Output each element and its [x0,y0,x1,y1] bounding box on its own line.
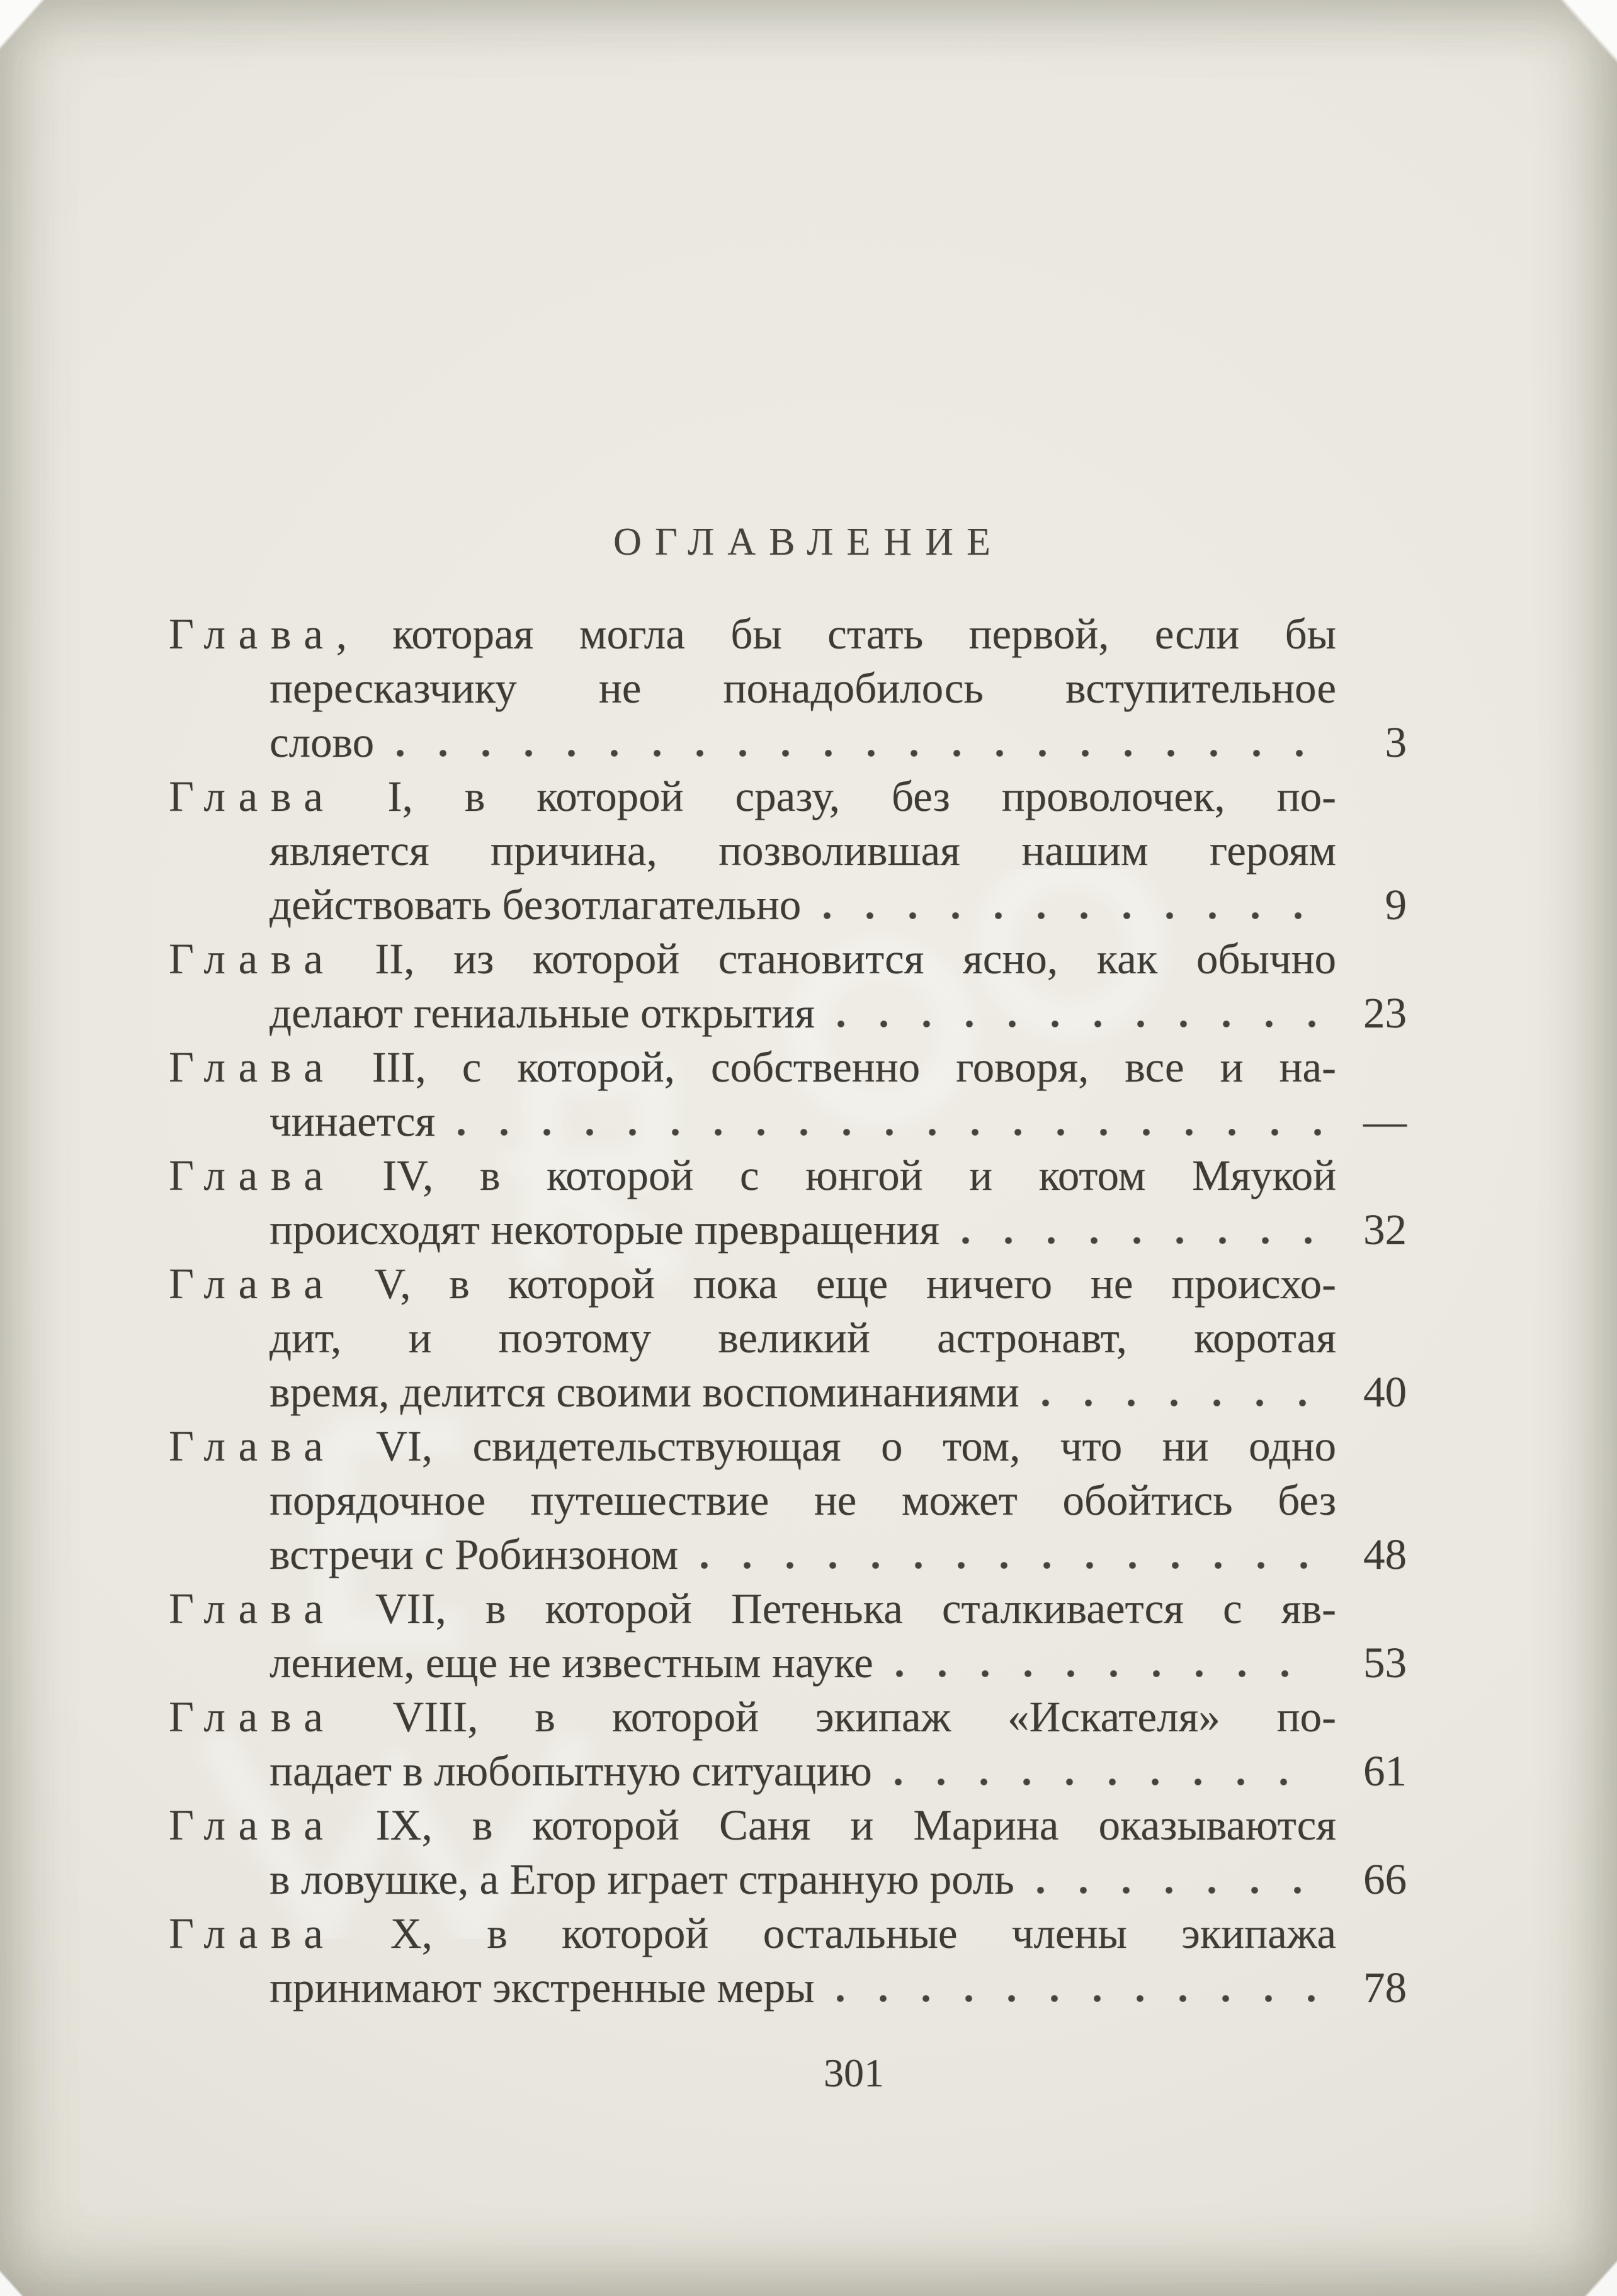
toc-entry [169,1798,1407,1906]
chapter-title-text: II, из которой становится ясно, как обычно [336,935,1336,983]
chapter-label: Глава [169,1585,336,1632]
chapter-title-text: VII, в которой Петенька сталкивается с яв- [336,1585,1336,1632]
toc-entry-tail: действовать безотлагательно [270,881,802,929]
chapter-label: Глава [169,1260,336,1308]
toc-entry-tail: лением, еще не известным науке [270,1639,873,1687]
dot-leader [1042,1365,1321,1419]
dot-leader [837,1960,1321,2015]
toc-entry-last-line [169,1636,1407,1690]
toc-page-number: 3 [1385,718,1407,766]
toc-entry-last-line [169,1202,1407,1257]
dot-leader [962,1202,1321,1257]
toc-entry-first-line [169,1690,1407,1744]
toc-page-number: 78 [1363,1964,1407,2011]
chapter-label: Глава [169,1909,336,1957]
chapter-title-text: IV, в которой с юнгой и котом Мяукой [336,1151,1336,1199]
chapter-title-text: VI, свидетельствующая о том, что ни одно [336,1422,1336,1470]
toc-entry-continuation-line: пересказчику не понадобилось вступительное [270,664,1336,712]
toc-entry [169,1690,1407,1798]
toc-page-number: 53 [1363,1639,1407,1687]
toc-page-number: 61 [1363,1747,1407,1795]
chapter-title-text: , которая могла бы стать первой, если бы [336,610,1336,658]
toc-entry-last-line [169,986,1407,1040]
chapter-title-text: III, с которой, собственно говоря, все и на- [336,1043,1336,1091]
chapter-label: Глава [169,1151,336,1199]
chapter-label: Глава [169,935,336,983]
toc-entry-last-line [169,1744,1407,1798]
toc-entry-tail: принимают экстренные меры [270,1964,815,2011]
toc-entry [169,1040,1407,1148]
dot-leader [397,715,1321,769]
toc-entry-tail: падает в любопытную ситуацию [270,1747,872,1795]
chapter-label: Глава [169,1043,336,1091]
photo-corner-top-right [1510,0,1617,94]
toc-entry [169,1581,1407,1690]
dot-leader [1037,1852,1321,1906]
dot-leader [458,1094,1321,1148]
dot-leader [895,1744,1321,1798]
chapter-title-text: VIII, в которой экипаж «Искателя» по- [336,1693,1336,1741]
toc-entry-tail: время, делится своими воспоминаниями [270,1368,1019,1416]
photo-corner-bottom-right [1535,2239,1617,2296]
toc-entry-first-line [169,1040,1407,1094]
toc-entry [169,607,1407,769]
toc-entry-first-line [169,1148,1407,1202]
toc-entry-tail: встречи с Робинзоном [270,1530,679,1578]
toc-entry-last-line [169,1527,1407,1581]
toc-entry-continuation-line: является причина, позволившая нашим героям [270,827,1336,874]
table-of-contents [169,607,1407,2015]
toc-entry [169,1419,1407,1581]
chapter-title-text: IX, в которой Саня и Марина оказываются [336,1801,1336,1849]
toc-entry-first-line [169,1257,1407,1311]
chapter-label: Глава [169,1422,336,1470]
toc-page-number: 32 [1363,1206,1407,1253]
chapter-label: Глава [169,610,336,658]
dot-leader [824,878,1321,932]
toc-entry-last-line [169,1852,1407,1906]
toc-entry-last-line [169,715,1407,769]
toc-page-number: 40 [1363,1368,1407,1416]
toc-entry-last-line [169,878,1407,932]
chapter-title-text: X, в которой остальные члены экипажа [336,1909,1336,1957]
toc-entry-last-line [169,1960,1407,2015]
toc-entry [169,1257,1407,1419]
chapter-title-text: I, в которой сразу, без проволочек, по- [336,772,1336,820]
toc-page-number: 66 [1363,1855,1407,1903]
toc-entry-first-line [169,1798,1407,1852]
folio-page-number: 301 [824,2050,884,2095]
toc-page-number: 23 [1363,989,1407,1037]
toc-entry [169,1906,1407,2015]
toc-page-number: 9 [1385,881,1407,929]
toc-entry-first-line [169,769,1407,823]
toc-entry-first-line [169,1581,1407,1636]
toc-entry [169,769,1407,932]
chapter-title-text: V, в которой пока еще ничего не происхо- [336,1260,1336,1308]
toc-entry-first-line [169,1906,1407,1960]
dot-leader [896,1636,1321,1690]
toc-entry-tail: чинается [270,1097,436,1145]
chapter-label: Глава [169,1801,336,1849]
photo-corner-top-left [0,0,94,69]
toc-entry-first-line [169,607,1407,661]
toc-entry-last-line [169,1094,1407,1148]
toc-entry [169,1148,1407,1257]
toc-page-number: 48 [1363,1530,1407,1578]
toc-entry-continuation-line: дит, и поэтому великий астронавт, коротая [270,1314,1336,1362]
chapter-label: Глава [169,1693,336,1741]
toc-page-number: — [1363,1097,1407,1145]
photo-corner-bottom-left [0,2246,69,2296]
toc-entry-tail: делают гениальные открытия [270,989,815,1037]
toc-entry [169,932,1407,1040]
toc-entry-first-line [169,932,1407,986]
dot-leader [837,986,1321,1040]
toc-entry-last-line [169,1365,1407,1419]
toc-entry-tail: происходят некоторые превращения [270,1206,939,1253]
toc-entry-first-line [169,1419,1407,1473]
toc-entry-continuation-line: порядочное путешествие не может обойтись без [270,1476,1336,1524]
page-title: ОГЛАВЛЕНИЕ [613,521,1004,563]
dot-leader [701,1527,1321,1581]
chapter-label: Глава [169,772,336,820]
toc-entry-tail: в ловушке, а Егор играет странную роль [270,1855,1014,1903]
toc-entry-tail: слово [270,718,375,766]
